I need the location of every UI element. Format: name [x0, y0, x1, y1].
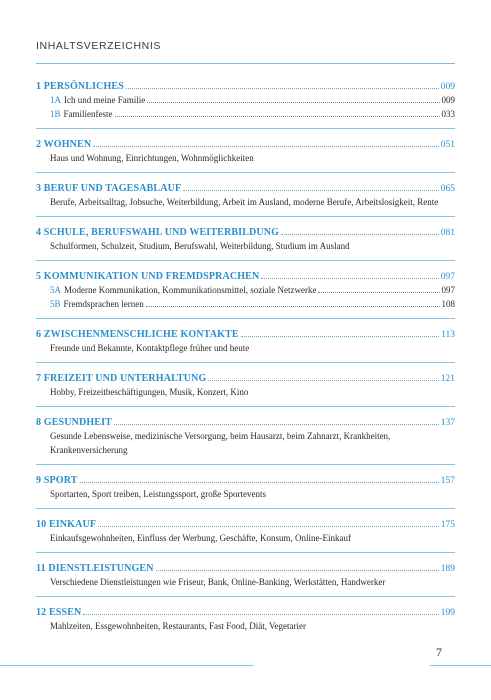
chapter-page-number: 199 [440, 608, 455, 618]
dot-leader [318, 283, 439, 293]
chapter-description: Verschiedene Dienstleistungen wie Friseur, Bank, Online-Banking, Werkstätten, Handwerker [50, 577, 386, 587]
dot-leader [147, 93, 439, 103]
subsection-page-number: 108 [441, 299, 455, 309]
chapter-title: 10 EINKAUF [36, 519, 97, 530]
dot-leader [83, 605, 438, 615]
dot-leader [261, 269, 438, 279]
subsection-code: 1A [50, 95, 61, 105]
chapter-page-number: 189 [440, 564, 455, 574]
chapter-entry [36, 225, 455, 261]
table-of-contents [36, 79, 455, 648]
subsection-label: Fremdsprachen lernen [63, 299, 144, 309]
chapter-page-number: 175 [440, 520, 455, 530]
dot-leader [126, 79, 439, 89]
page-number: 7 [436, 645, 442, 659]
chapter-entry [36, 605, 455, 640]
chapter-page-number: 097 [440, 272, 455, 282]
subsection-line[interactable] [36, 297, 455, 311]
chapter-description: Freunde und Bekannte, Kontaktpflege früher und heute [50, 343, 250, 353]
chapter-title: 2 WOHNEN [36, 139, 92, 150]
chapter-entry [36, 79, 455, 129]
chapter-page-number: 157 [440, 476, 455, 486]
dot-leader [146, 297, 440, 307]
chapter-heading-line[interactable] [36, 137, 455, 151]
chapter-title: 4 SCHULE, BERUFSWAHL UND WEITERBILDUNG [36, 227, 280, 238]
chapter-heading-line[interactable] [36, 327, 455, 341]
chapter-description: Schulformen, Schulzeit, Studium, Berufswahl, Weiterbildung, Studium im Ausland [50, 241, 350, 251]
subsection-page-number: 097 [441, 285, 455, 295]
chapter-description: Haus und Wohnung, Einrichtungen, Wohnmöglichkeiten [50, 153, 254, 163]
chapter-page-number: 065 [440, 184, 455, 194]
chapter-heading-line[interactable] [36, 269, 455, 283]
chapter-title: 12 ESSEN [36, 607, 82, 618]
subsection-line[interactable] [36, 107, 455, 121]
chapter-heading-line[interactable] [36, 517, 455, 531]
dot-leader [93, 137, 439, 147]
subsection-page-number: 009 [441, 95, 455, 105]
page-title: INHALTSVERZEICHNIS [36, 40, 161, 52]
chapter-description: Berufe, Arbeitsalltag, Jobsuche, Weiterbildung, Arbeit im Ausland, moderne Berufe, Arbeitslosigkeit, Rente [50, 197, 439, 207]
chapter-page-number: 121 [440, 374, 455, 384]
subsection-code: 5A [50, 285, 61, 295]
dot-leader [183, 181, 439, 191]
subsection-code: 1B [50, 109, 61, 119]
chapter-entry [36, 327, 455, 363]
chapter-entry [36, 415, 455, 465]
chapter-page-number: 081 [440, 228, 455, 238]
chapter-heading-line[interactable] [36, 225, 455, 239]
chapter-description: Sportarten, Sport treiben, Leistungssport, große Sportevents [50, 489, 266, 499]
subsection-label: Familienfeste [63, 109, 113, 119]
chapter-description: Hobby, Freizeitbeschäftigungen, Musik, Konzert, Kino [50, 387, 249, 397]
chapter-heading-line[interactable] [36, 181, 455, 195]
chapter-title: 11 DIENSTLEISTUNGEN [36, 563, 154, 574]
chapter-description: Gesunde Lebensweise, medizinische Versorgung, beim Hausarzt, beim Zahnarzt, Krankheiten, Krankenversicherung [50, 431, 391, 455]
subsection-label: Moderne Kommunikation, Kommunikationsmittel, soziale Netzwerke [64, 285, 317, 295]
dot-leader [241, 327, 439, 337]
subsection-code: 5B [50, 299, 61, 309]
dot-leader [80, 473, 439, 483]
chapter-title: 6 ZWISCHENMENSCHLICHE KONTAKTE [36, 329, 239, 340]
subsection-page-number: 033 [441, 109, 455, 119]
chapter-heading-line[interactable] [36, 605, 455, 619]
chapter-entry [36, 517, 455, 553]
chapter-entry [36, 473, 455, 509]
chapter-title: 5 KOMMUNIKATION UND FREMDSPRACHEN [36, 271, 260, 282]
dot-leader [114, 415, 439, 425]
chapter-page-number: 009 [440, 82, 455, 92]
title-divider [36, 63, 455, 64]
chapter-title: 3 BERUF UND TAGESABLAUF [36, 183, 182, 194]
chapter-page-number: 137 [440, 418, 455, 428]
chapter-heading-line[interactable] [36, 371, 455, 385]
chapter-title: 1 PERSÖNLICHES [36, 81, 124, 92]
chapter-description: Einkaufsgewohnheiten, Einfluss der Werbung, Geschäfte, Konsum, Online-Einkauf [50, 533, 352, 543]
chapter-entry [36, 371, 455, 407]
chapter-heading-line[interactable] [36, 79, 455, 93]
dot-leader [115, 107, 440, 117]
subsection-line[interactable] [36, 283, 455, 297]
chapter-entry [36, 561, 455, 597]
chapter-page-number: 051 [440, 140, 455, 150]
dot-leader [281, 225, 439, 235]
dot-leader [98, 517, 439, 527]
subsection-line[interactable] [36, 93, 455, 107]
footer-rule-left [0, 665, 254, 666]
chapter-entry [36, 181, 455, 217]
subsection-label: Ich und meine Familie [64, 95, 146, 105]
chapter-heading-line[interactable] [36, 561, 455, 575]
chapter-heading-line[interactable] [36, 415, 455, 429]
dot-leader [156, 561, 439, 571]
chapter-entry [36, 137, 455, 173]
dot-leader [208, 371, 438, 381]
footer-rule-right [430, 665, 491, 666]
chapter-page-number: 113 [441, 330, 455, 340]
chapter-description: Mahlzeiten, Essgewohnheiten, Restaurants, Fast Food, Diät, Vegetarier [50, 621, 307, 631]
chapter-entry [36, 269, 455, 319]
chapter-title: 7 FREIZEIT UND UNTERHALTUNG [36, 373, 207, 384]
chapter-title: 9 SPORT [36, 475, 78, 486]
chapter-heading-line[interactable] [36, 473, 455, 487]
chapter-title: 8 GESUNDHEIT [36, 417, 112, 428]
